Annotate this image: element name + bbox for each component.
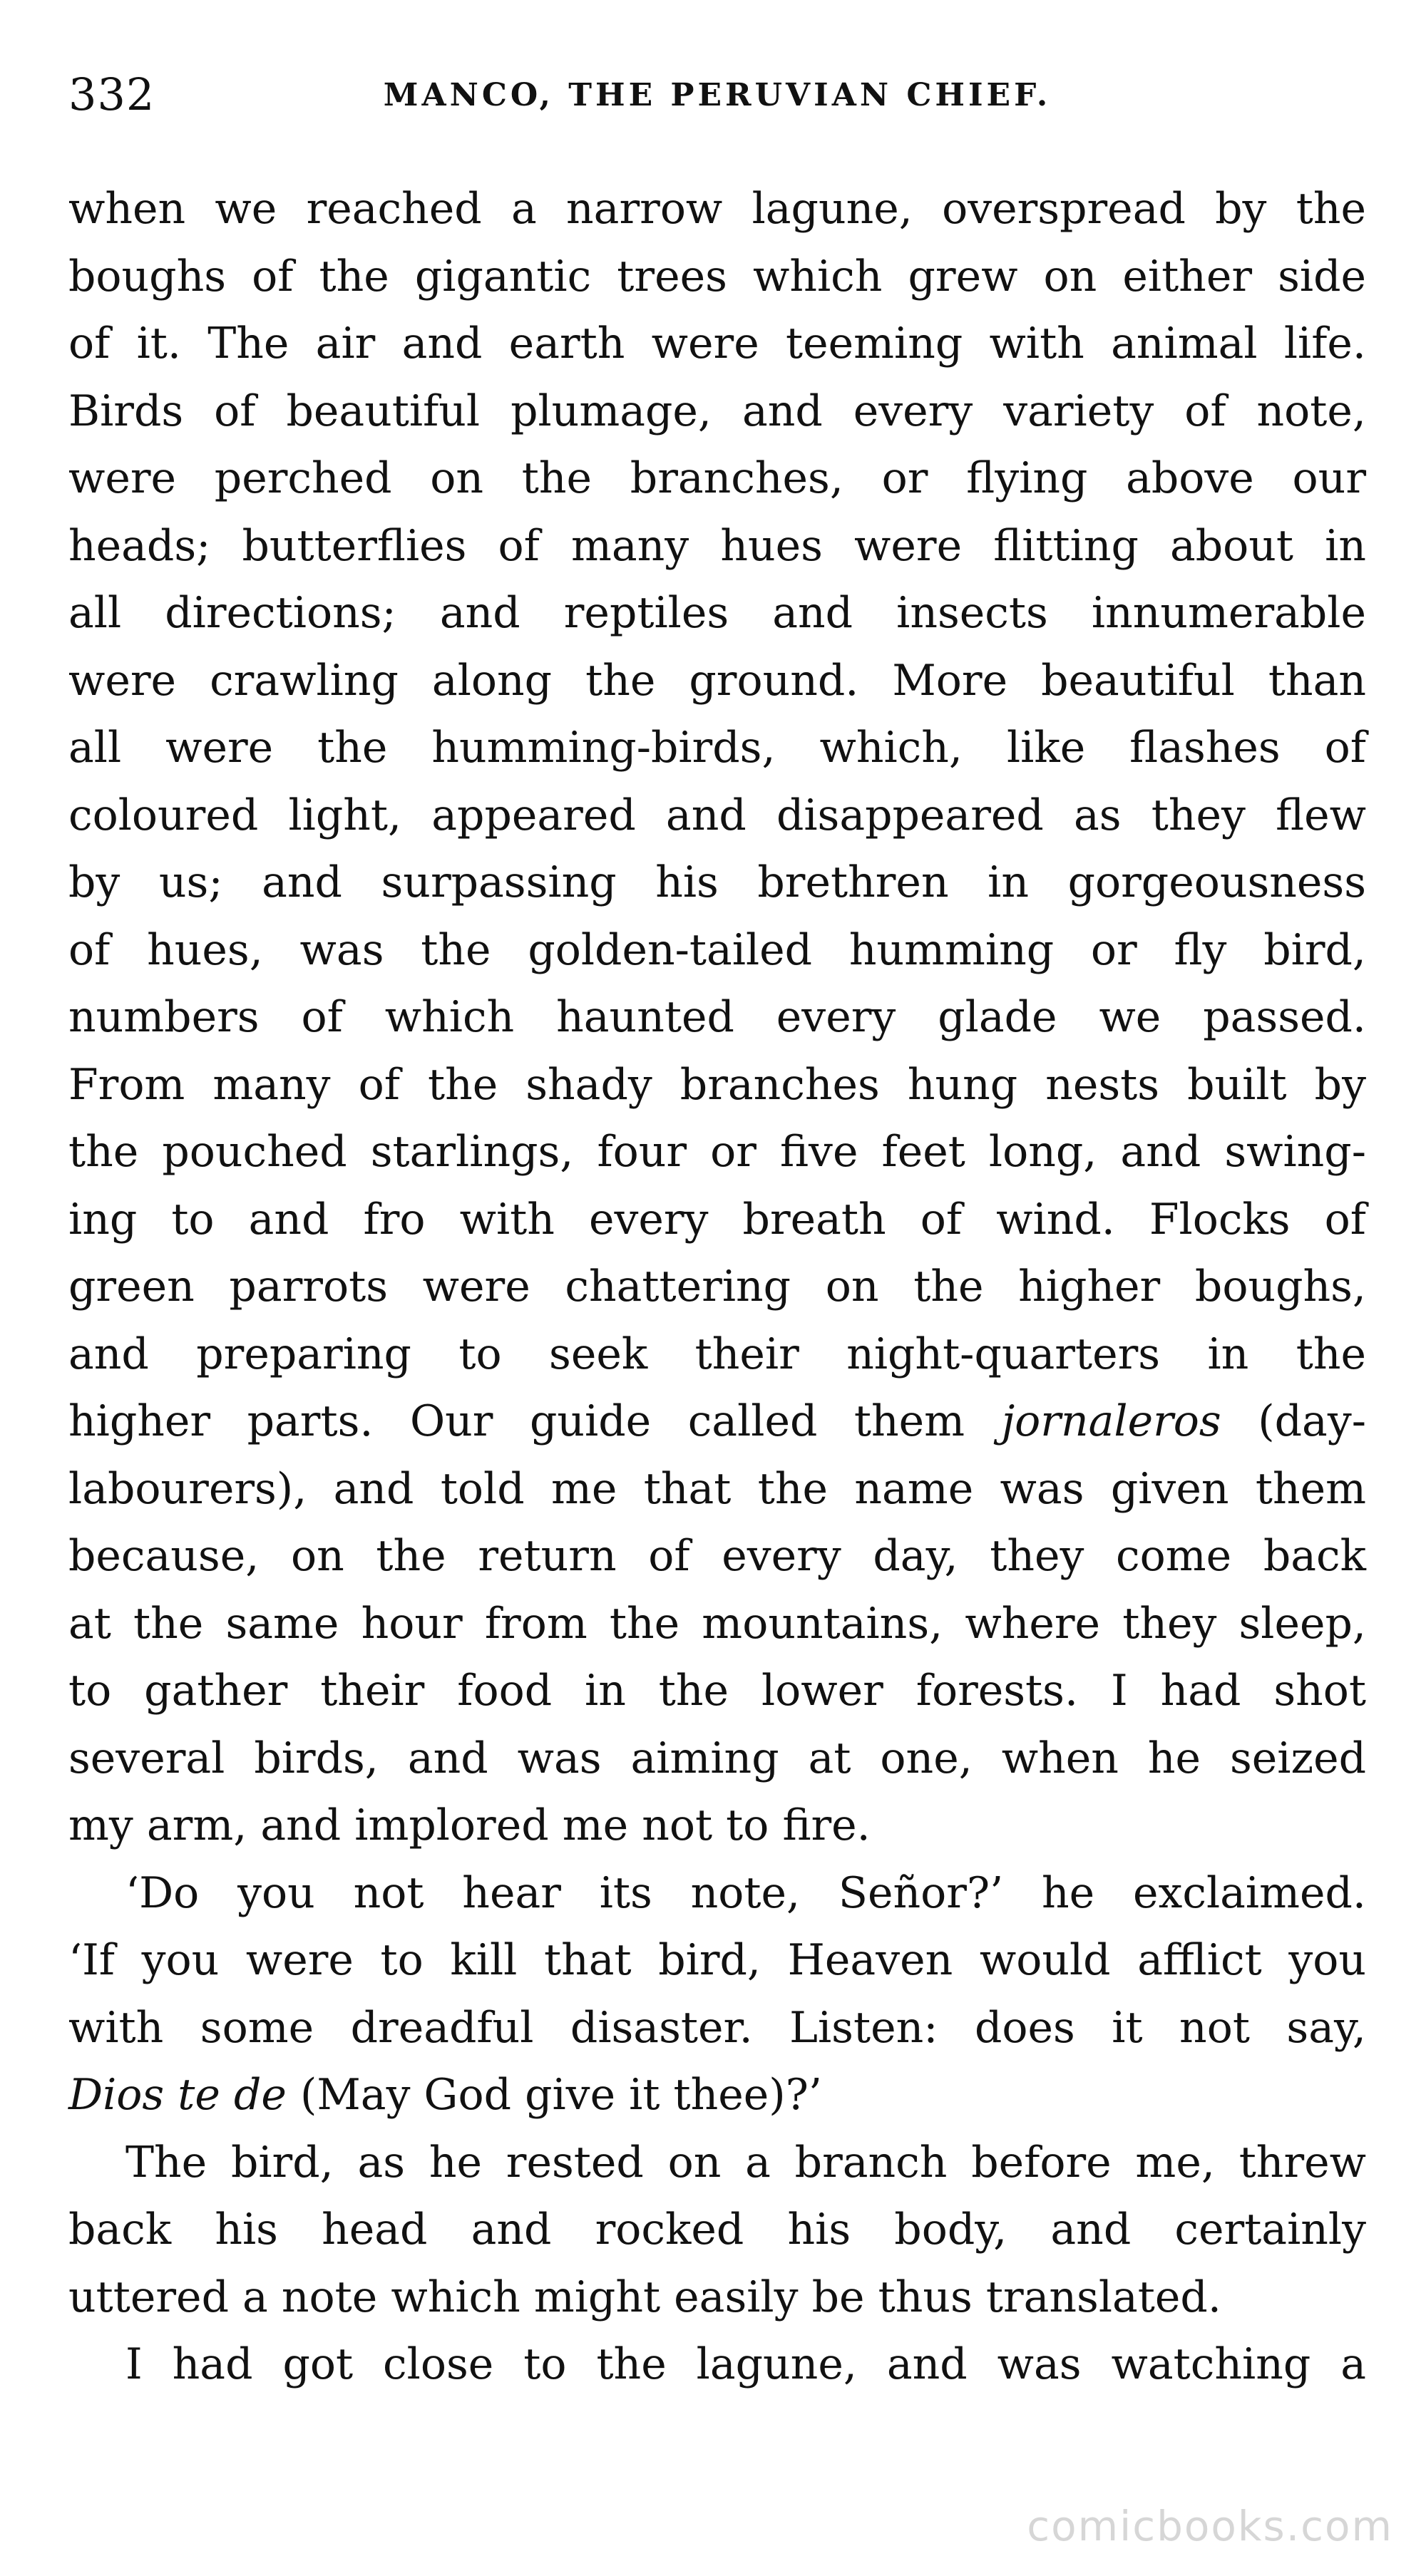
text-line: to gather their food in the lower forests. I had shot [68,1666,1366,1716]
text-run: higher parts. Our guide called them [68,1396,1002,1446]
text-line: ing to and fro with every breath of wind. Flocks of [68,1194,1366,1245]
text-line: ‘If you were to kill that bird, Heaven would afflict you [68,1935,1366,1985]
text-line: heads; butterflies of many hues were flitting about in [68,520,1366,571]
text-line: at the same hour from the mountains, where they sleep, [68,1598,1366,1649]
text-run: (May God give it thee)?’ [286,2070,822,2120]
italic-word: jornaleros [1001,1396,1221,1446]
text-line: all were the humming-birds, which, like flashes of [68,723,1366,773]
text-line: labourers), and told me that the name was given them [68,1463,1366,1514]
body-text [68,175,1366,2399]
text-line: were crawling along the ground. More beautiful than [68,655,1366,706]
text-line: From many of the shady branches hung nests built by [68,1059,1366,1110]
text-line: by us; and surpassing his brethren in gorgeousness [68,857,1366,907]
text-line: The bird, as he rested on a branch before me, threw [125,2137,1366,2188]
text-line: and preparing to seek their night-quarters in the [68,1329,1366,1379]
text-line: the pouched starlings, four or five feet long, and swing- [68,1127,1366,1177]
text-line: because, on the return of every day, they come back [68,1531,1366,1581]
text-line: uttered a note which might easily be thus translated. [68,2272,1221,2322]
text-line: boughs of the gigantic trees which grew on either side [68,251,1366,302]
text-line: with some dreadful disaster. Listen: does it not say, [68,2002,1366,2053]
watermark: comicbooks.com [1027,2502,1393,2550]
text-line: Birds of beautiful plumage, and every variety of note, [68,386,1366,436]
text-line: all directions; and reptiles and insects innumerable [68,588,1366,638]
text-line: several birds, and was aiming at one, when he seized [68,1733,1366,1783]
text-line-with-italic [68,1388,1366,1456]
text-line: of hues, was the golden-tailed humming or fly bird, [68,924,1366,975]
italic-phrase: Dios te de [68,2070,287,2120]
page-number: 332 [68,68,155,120]
running-head: MANCO, THE PERUVIAN CHIEF. [383,77,1052,113]
text-line: back his head and rocked his body, and certainly [68,2205,1366,2255]
text-line: green parrots were chattering on the higher boughs, [68,1262,1366,1312]
text-line: my arm, and implored me not to fire. [68,1800,871,1850]
page-header [68,68,1366,125]
text-run: (day- [1221,1396,1366,1446]
text-line: were perched on the branches, or flying above our [68,453,1366,503]
text-line: I had got close to the lagune, and was watching a [125,2339,1366,2389]
text-line: when we reached a narrow lagune, overspread by the [68,184,1366,234]
text-line: ‘Do you not hear its note, Señor?’ he exclaimed. [125,1867,1366,1918]
text-line: coloured light, appeared and disappeared as they flew [68,790,1366,840]
text-line-with-italic [68,2061,1366,2129]
text-line: numbers of which haunted every glade we passed. [68,992,1366,1042]
text-line: of it. The air and earth were teeming with animal life. [68,319,1366,369]
